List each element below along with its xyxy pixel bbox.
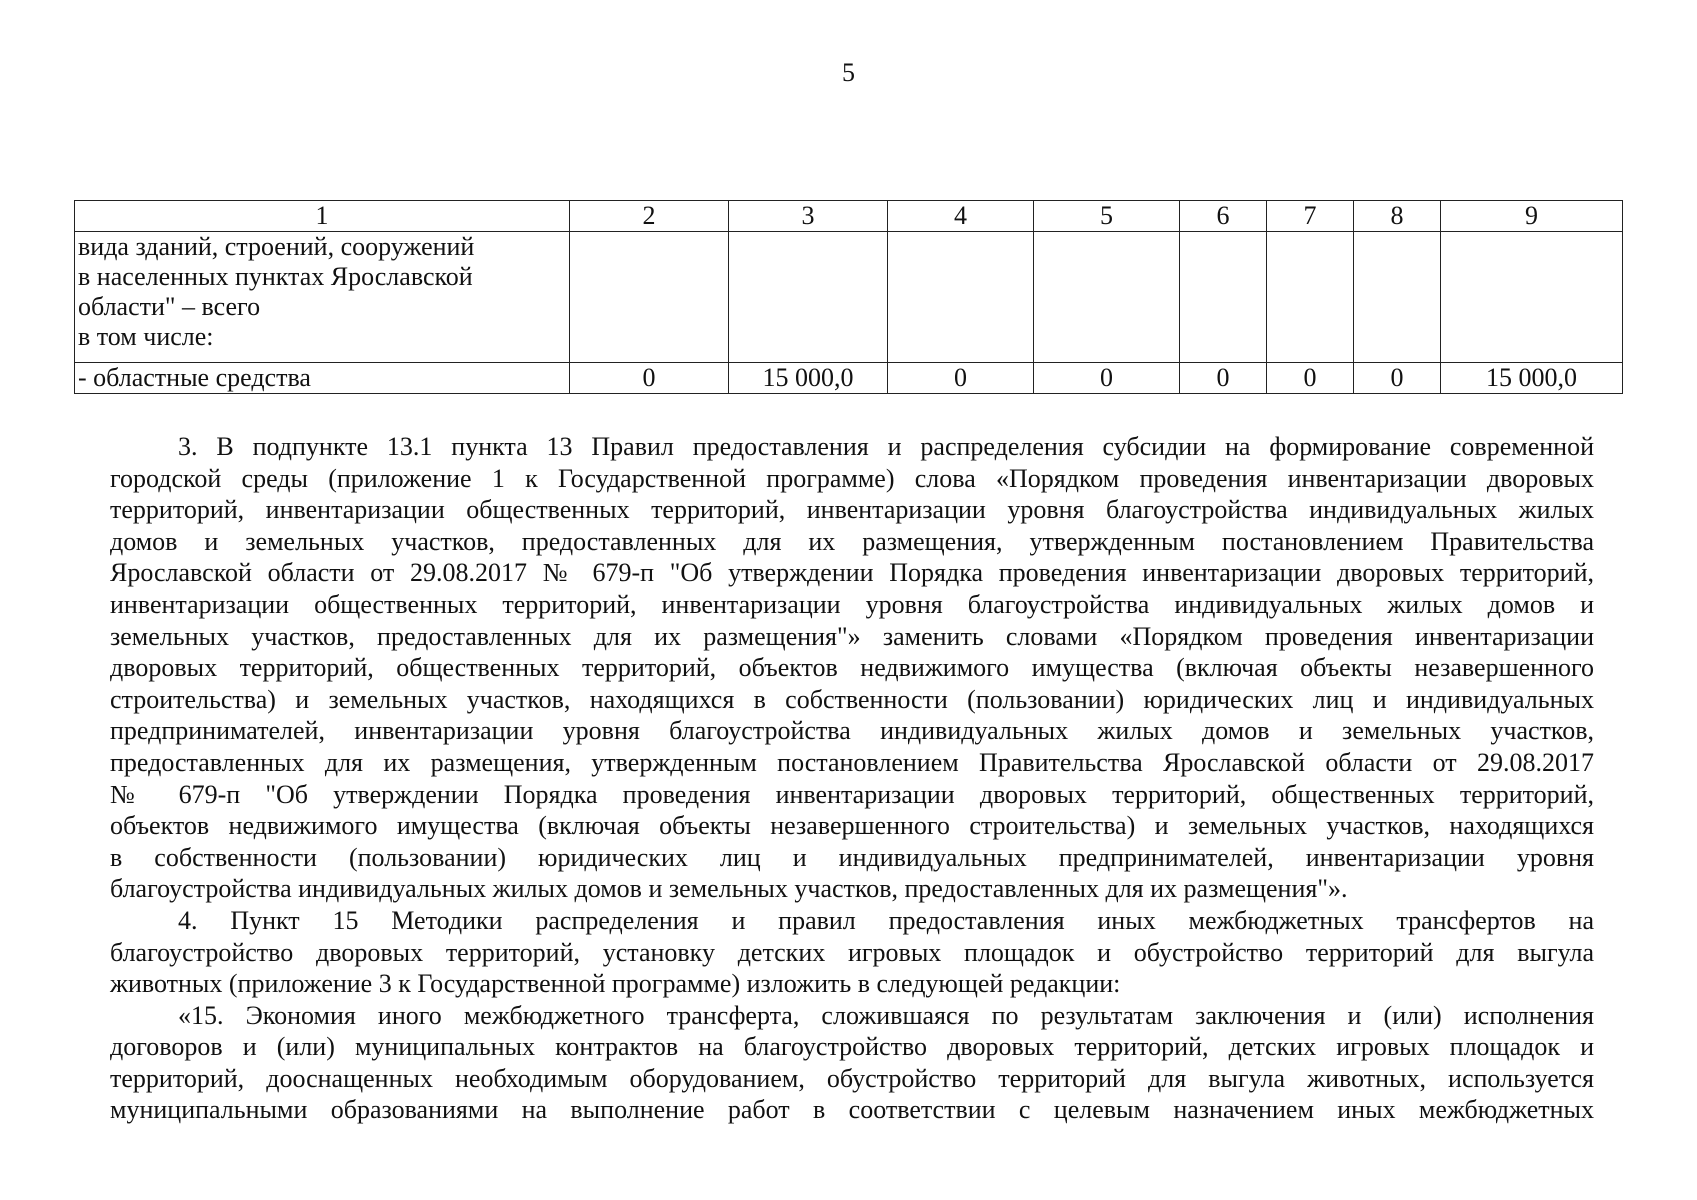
text-line: 3. В подпункте 13.1 пункта 13 Правил предоставления и распределения субсидии на формирование современной <box>178 432 1594 461</box>
text-line: благоустройства индивидуальных жилых домов и земельных участков, предоставленных для их размещения"». <box>110 874 1348 904</box>
column-number: 2 <box>570 201 729 232</box>
description-line: в населенных пунктах Ярославской <box>78 262 473 291</box>
table-cell: 0 <box>1034 363 1180 394</box>
text-line: в собственности (пользовании) юридических лиц и индивидуальных предпринимателей, инвентаризации уровня <box>110 842 1594 872</box>
empty-cell <box>888 232 1034 363</box>
text-line: строительства) и земельных участков, находящихся в собственности (пользовании) юридических лиц и индивидуальных <box>110 684 1594 714</box>
description-line: в том числе: <box>78 322 214 351</box>
column-number: 3 <box>729 201 888 232</box>
empty-cell <box>1180 232 1267 363</box>
text-line: домов и земельных участков, предоставленных для их размещения, утвержденным постановлением Правительства <box>110 526 1594 556</box>
column-number: 8 <box>1354 201 1441 232</box>
text-line: благоустройство дворовых территорий, установку детских игровых площадок и обустройство территорий для выгула <box>110 937 1594 967</box>
text-line: Ярославской области от 29.08.2017 № 679-п "Об утверждении Порядка проведения инвентаризации дворовых территорий, <box>110 558 1594 588</box>
paragraph-3 <box>110 431 1594 905</box>
column-number: 1 <box>75 201 570 232</box>
text-line: городской среды (приложение 1 к Государственной программе) слова «Порядком проведения инвентаризации дворовых <box>110 463 1594 493</box>
description-line: вида зданий, строений, сооружений <box>78 232 475 261</box>
table-row <box>75 363 1623 394</box>
table-cell: 0 <box>1180 363 1267 394</box>
text-line: предпринимателей, инвентаризации уровня благоустройства индивидуальных жилых домов и земельных участков, <box>110 716 1594 746</box>
text-line: животных (приложение 3 к Государственной программе) изложить в следующей редакции: <box>110 969 1121 999</box>
paragraph-4 <box>110 905 1594 1000</box>
empty-cell <box>729 232 888 363</box>
table-header-row <box>75 201 1623 232</box>
column-number: 6 <box>1180 201 1267 232</box>
table-cell: 0 <box>888 363 1034 394</box>
text-line: муниципальными образованиями на выполнение работ в соответствии с целевым назначением иных межбюджетных <box>110 1095 1594 1125</box>
text-line: договоров и (или) муниципальных контрактов на благоустройство дворовых территорий, детских игровых площадок и <box>110 1032 1594 1062</box>
text-line: инвентаризации общественных территорий, инвентаризации уровня благоустройства индивидуальных жилых домов и <box>110 589 1594 619</box>
empty-cell <box>570 232 729 363</box>
table-cell: 0 <box>570 363 729 394</box>
table-cell: 15 000,0 <box>1441 363 1623 394</box>
budget-table <box>74 200 1623 394</box>
text-line: предоставленных для их размещения, утвержденным постановлением Правительства Ярославской области от 29.08.2017 <box>110 747 1594 777</box>
table-cell: 0 <box>1354 363 1441 394</box>
empty-cell <box>1441 232 1623 363</box>
table-row <box>75 232 1623 363</box>
text-line: «15. Экономия иного межбюджетного трансферта, сложившаяся по результатам заключения и (или) исполнения <box>178 1000 1594 1030</box>
text-line: территорий, инвентаризации общественных территорий, инвентаризации уровня благоустройства индивидуальных жилых <box>110 495 1594 525</box>
column-number: 4 <box>888 201 1034 232</box>
row-label: - областные средства <box>75 363 570 394</box>
document-body <box>110 431 1594 1126</box>
table-cell: 0 <box>1267 363 1354 394</box>
text-line: № 679-п "Об утверждении Порядка проведения инвентаризации дворовых территорий, общественных территорий, <box>110 779 1594 809</box>
description-line: области" – всего <box>78 292 261 321</box>
column-number: 7 <box>1267 201 1354 232</box>
row-description <box>75 232 570 363</box>
paragraph-15-quote <box>110 1000 1594 1126</box>
text-line: 4. Пункт 15 Методики распределения и правил предоставления иных межбюджетных трансфертов на <box>178 905 1594 935</box>
text-line: объектов недвижимого имущества (включая объекты незавершенного строительства) и земельных участков, находящихся <box>110 811 1594 841</box>
page-number: 5 <box>842 58 855 87</box>
text-line: территорий, дооснащенных необходимым оборудованием, обустройство территорий для выгула животных, используется <box>110 1063 1594 1093</box>
column-number: 5 <box>1034 201 1180 232</box>
column-number: 9 <box>1441 201 1623 232</box>
text-line: дворовых территорий, общественных территорий, объектов недвижимого имущества (включая объекты незавершенного <box>110 653 1594 683</box>
empty-cell <box>1034 232 1180 363</box>
table-cell: 15 000,0 <box>729 363 888 394</box>
text-line: земельных участков, предоставленных для их размещения"» заменить словами «Порядком проведения инвентаризации <box>110 621 1594 651</box>
empty-cell <box>1354 232 1441 363</box>
empty-cell <box>1267 232 1354 363</box>
